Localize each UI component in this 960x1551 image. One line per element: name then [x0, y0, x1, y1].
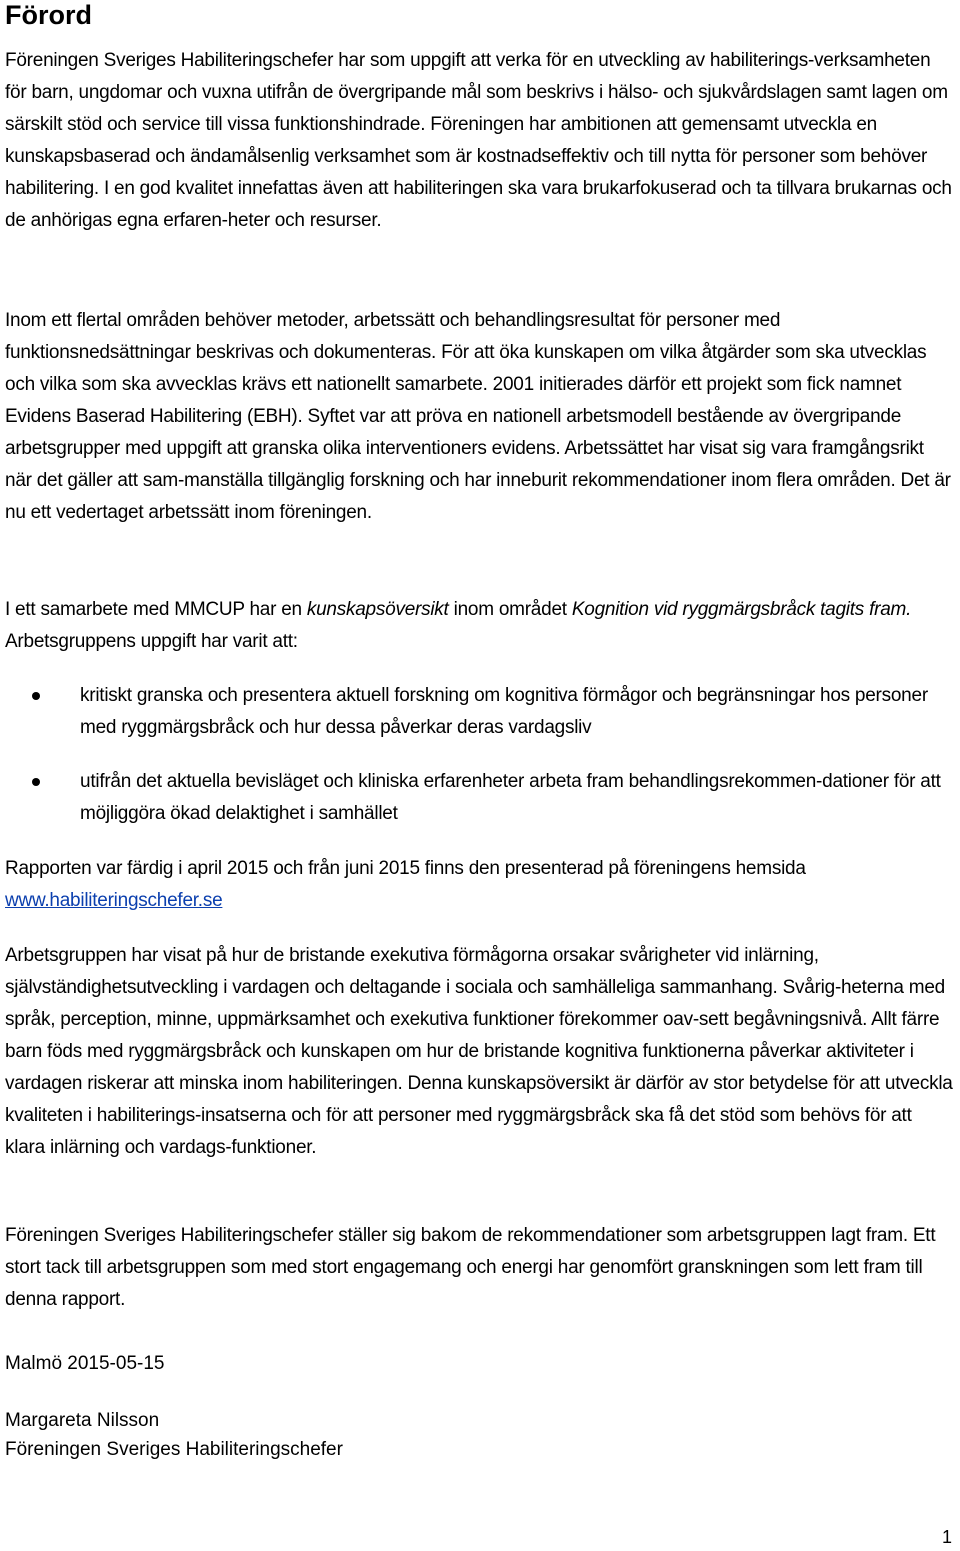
list-item — [5, 766, 953, 830]
paragraph-endorsement: Föreningen Sveriges Habiliteringschefer ställer sig bakom de rekommendationer som arbetsgruppen lagt fram. Ett stort tack till arbetsgruppen som med stort engagemang och energi har genomfört granskningen som lett fram till denna rapport. — [5, 1225, 936, 1310]
page-number: 1 — [941, 1527, 952, 1547]
document-page — [5, 0, 953, 1460]
collab-italic-1: kunskapsöversikt — [306, 599, 449, 620]
collab-italic-2: Kognition vid ryggmärgsbråck tagits fram. — [571, 599, 912, 620]
paragraph-findings: Arbetsgruppen har visat på hur de bristande exekutiva förmågorna orsakar svårigheter vid inlärning, självständighetsutveckling i vardagen och deltagande i sociala och samhälleliga sammanhang. Svårig-heterna med språk, perception, minne, uppmärksamhet och exekutiva funktioner förekommer oav-sett begåvningsnivå. Allt färre barn föds med ryggmärgsbråck och kunskapen om hur de bristande kognitiva funktionerna påverkar aktiviteter i vardagen riskerar att minska inom habiliteringen. Denna kunskapsöversikt är därför av stor betydelse för att utveckla kvaliteten i habiliterings-insatserna och för att personer med ryggmärgsbråck ska få det stöd som behövs för att klara inlärning och vardags-funktioner. — [5, 945, 953, 1158]
page-title: Förord — [5, 0, 92, 30]
collab-text-3: Arbetsgruppens uppgift har varit att: — [5, 631, 298, 652]
paragraph-methods: Inom ett flertal områden behöver metoder, arbetssätt och behandlingsresultat för personer med funktionsnedsättningar beskrivas och dokumenteras. För att öka kunskapen om vilka åtgärder som ska utvecklas och vilka som ska avvecklas krävs ett nationellt samarbete. 2001 initierades därför ett projekt som fick namnet Evidens Baserad Habilitering (EBH). Syftet var att pröva en nationell arbetsmodell bestående av övergripande arbetsgrupper med uppgift att granska olika interventioners evidens. Arbetssättet har visat sig vara framgångsrikt när det gäller att sam-manställa tillgänglig forskning och har inneburit rekommendationer inom flera områden. Det är nu ett vedertaget arbetssätt inom föreningen. — [5, 310, 951, 523]
paragraph-intro: Föreningen Sveriges Habiliteringschefer har som uppgift att verka för en utveckling av habiliterings-verksamheten för barn, ungdomar och vuxna utifrån de övergripande mål som beskrivs i hälso- och sjukvårdslagen samt lagen om särskilt stöd och service till vissa funktionshindrade. Föreningen har ambitionen att gemensamt utveckla en kunskapsbaserad och ändamålsenlig verksamhet som är kostnadseffektiv och till nytta för personer som behöver habilitering. I en god kvalitet innefattas även att habiliteringen ska vara brukarfokuserad och ta tillvara brukarnas och de anhörigas egna erfaren-heter och resurser. — [5, 50, 952, 231]
collab-text-2: inom området — [448, 599, 572, 620]
bullet-icon — [32, 778, 40, 786]
report-text: Rapporten var färdig i april 2015 och från juni 2015 finns den presenterad på föreningens hemsida — [5, 858, 806, 879]
list-item-text: kritiskt granska och presentera aktuell forskning om kognitiva förmågor och begränsningar hos personer med ryggmärgsbråck och hur dessa påverkar deras vardagsliv — [80, 685, 928, 738]
bullet-icon — [32, 692, 40, 700]
list-item-text: utifrån det aktuella bevisläget och kliniska erfarenheter arbeta fram behandlingsrekommen-dationer för att möjliggöra ökad delaktighet i samhället — [80, 771, 941, 824]
list-item — [5, 680, 953, 744]
website-link[interactable]: www.habiliteringschefer.se — [5, 890, 223, 911]
signature-block — [5, 1406, 953, 1464]
paragraph-report — [5, 853, 953, 917]
task-list — [5, 680, 953, 830]
signature-name: Margareta Nilsson — [5, 1410, 160, 1431]
signature-org: Föreningen Sveriges Habiliteringschefer — [5, 1439, 343, 1460]
paragraph-collaboration — [5, 594, 953, 658]
collab-text-1: I ett samarbete med MMCUP har en — [5, 599, 307, 620]
place-date: Malmö 2015-05-15 — [5, 1353, 165, 1374]
